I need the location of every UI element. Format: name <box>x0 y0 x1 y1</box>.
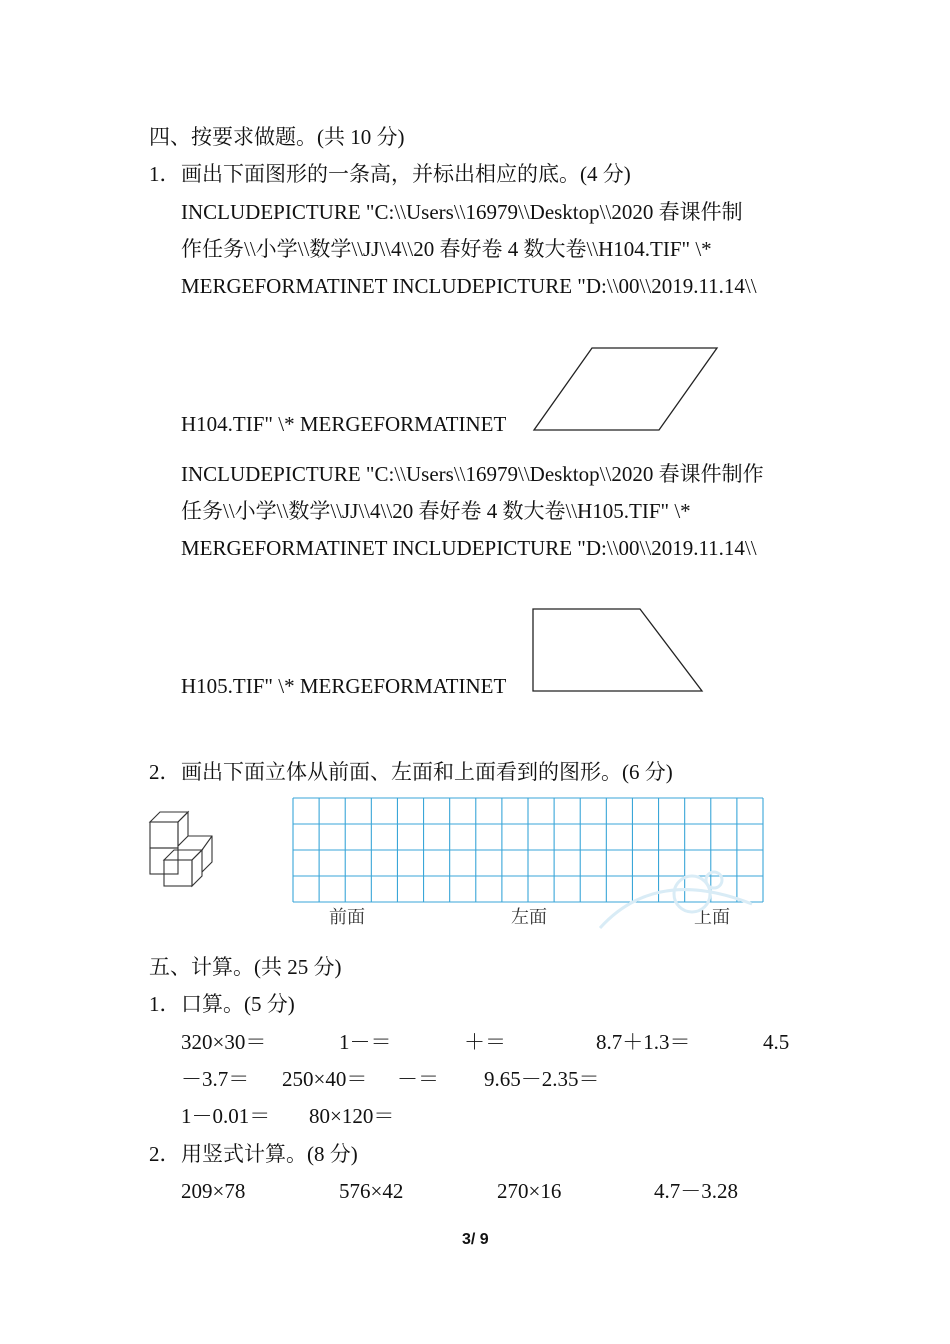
question-5-2-text: 用竖式计算。(8 分) <box>181 1142 358 1166</box>
oral-calc-item: ＋＝ <box>464 1030 506 1054</box>
grid-label-left: 左面 <box>511 907 547 927</box>
figure-2-field-line: INCLUDEPICTURE "C:\\Users\\16979\\Desktop\\2020 春课件制作 <box>181 462 764 486</box>
grid-label-front: 前面 <box>329 907 365 927</box>
figure-2-field-line: MERGEFORMATINET INCLUDEPICTURE "D:\\00\\2019.11.14\\ <box>181 536 757 560</box>
question-5-1-number: 1． <box>149 992 181 1016</box>
figure-2-field-line: H105.TIF" \* MERGEFORMATINET <box>181 674 507 698</box>
figure-1-field-line: 作任务\\小学\\数学\\JJ\\4\\20 春好卷 4 数大卷\\H104.TIF" \* <box>181 237 712 261</box>
vertical-calc-item: 4.7－3.28 <box>654 1179 738 1203</box>
vertical-calc-item: 270×16 <box>497 1179 562 1203</box>
figure-1-field-line: H104.TIF" \* MERGEFORMATINET <box>181 412 507 436</box>
watermark-logo <box>596 858 756 930</box>
oral-calc-item: 8.7＋1.3＝ <box>596 1030 691 1054</box>
parallelogram-figure <box>530 345 722 435</box>
question-4-2-number: 2． <box>149 760 181 784</box>
oral-calc-item: 250×40＝ <box>282 1067 368 1091</box>
oral-calc-item: －3.7＝ <box>181 1067 250 1091</box>
question-5-2-number: 2． <box>149 1142 181 1166</box>
figure-1-field-line: MERGEFORMATINET INCLUDEPICTURE "D:\\00\\2019.11.14\\ <box>181 274 757 298</box>
oral-calc-item: 1－0.01＝ <box>181 1104 271 1128</box>
section-5-heading: 五、计算。(共 25 分) <box>149 955 342 979</box>
oral-calc-item: 4.5 <box>763 1030 790 1054</box>
figure-2-field-line: 任务\\小学\\数学\\JJ\\4\\20 春好卷 4 数大卷\\H105.TIF" \* <box>181 499 691 523</box>
oral-calc-item: 80×120＝ <box>309 1104 395 1128</box>
question-4-1-text: 画出下面图形的一条高，并标出相应的底。(4 分) <box>181 162 631 186</box>
question-4-2-text: 画出下面立体从前面、左面和上面看到的图形。(6 分) <box>181 760 673 784</box>
figure-1-field-line: INCLUDEPICTURE "C:\\Users\\16979\\Desktop\\2020 春课件制 <box>181 200 743 224</box>
page-number: 3/ 9 <box>462 1231 489 1248</box>
oral-calc-item: 9.65－2.35＝ <box>484 1067 600 1091</box>
cube-stack-figure <box>144 806 220 892</box>
grid-label-top: 上面 <box>694 907 730 927</box>
question-4-1-number: 1． <box>149 162 181 186</box>
section-4-heading: 四、按要求做题。(共 10 分) <box>149 125 405 149</box>
question-5-1-text: 口算。(5 分) <box>181 992 295 1016</box>
vertical-calc-item: 209×78 <box>181 1179 246 1203</box>
oral-calc-item: －＝ <box>397 1067 439 1091</box>
oral-calc-item: 1－＝ <box>339 1030 392 1054</box>
vertical-calc-item: 576×42 <box>339 1179 404 1203</box>
oral-calc-item: 320×30＝ <box>181 1030 267 1054</box>
trapezoid-figure <box>528 605 708 695</box>
